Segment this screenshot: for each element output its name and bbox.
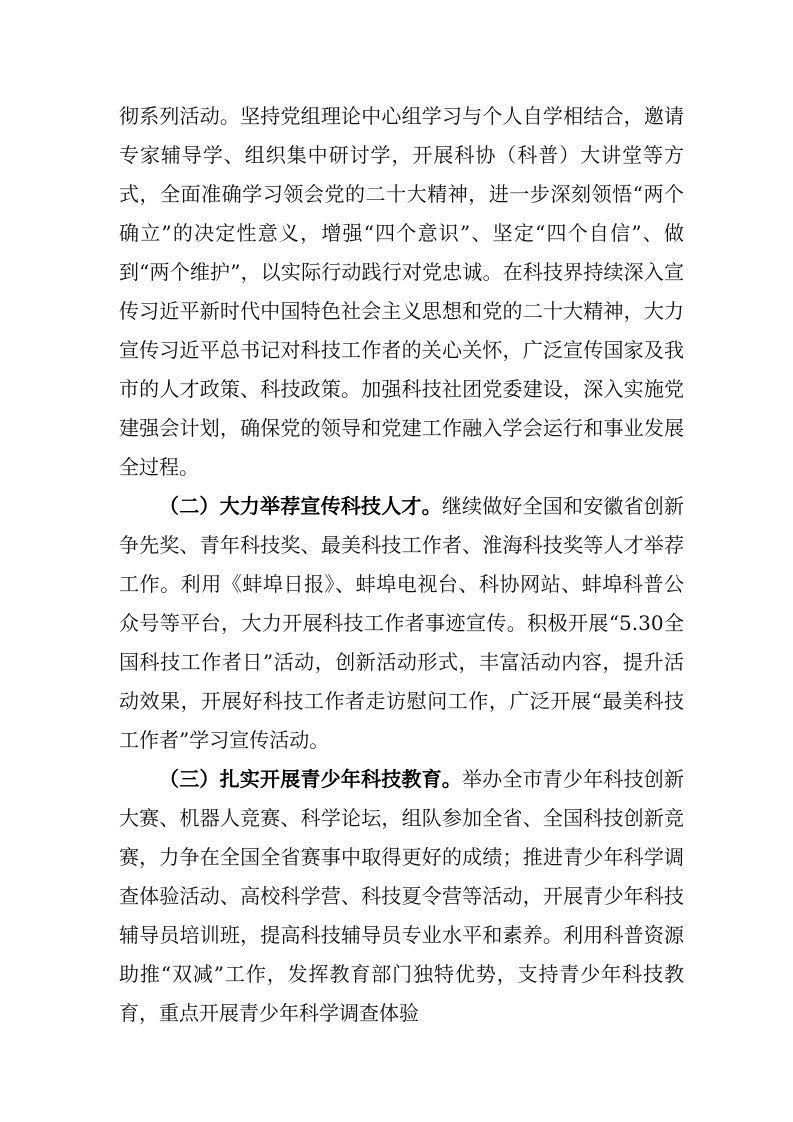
section-3-body: 举办全市青少年科技创新大赛、机器人竞赛、科学论坛，组队参加全省、全国科技创新竞赛，力争在全国全省赛事中取得更好的成绩；推进青少年科学调查体验活动、高校科学营、科技夏令营等活动，开展青少年科技辅导员培训班，提高科技辅导员专业水平和素养。利用科普资源助推“双减”工作，发挥教育部门独特优势，支持青少年科技教育，重点开展青少年科学调查体验 <box>119 767 684 1025</box>
paragraph-section-2 <box>119 487 684 760</box>
paragraph-section-3 <box>119 760 684 1033</box>
document-body <box>119 97 684 1033</box>
section-3-heading: （三）扎实开展青少年科技教育。 <box>159 767 462 791</box>
section-2-body: 继续做好全国和安徽省创新争先奖、青年科技奖、最美科技工作者、淮海科技奖等人才举荐工作。利用《蚌埠日报》、蚌埠电视台、科协网站、蚌埠科普公众号等平台，大力开展科技工作者事迹宣传。积极开展“5.30全国科技工作者日”活动，创新活动形式，丰富活动内容，提升活动效果，开展好科技工作者走访慰问工作，广泛开展“最美科技工作者”学习宣传活动。 <box>119 494 685 752</box>
paragraph-continuation: 彻系列活动。坚持党组理论中心组学习与个人自学相结合，邀请专家辅导学、组织集中研讨学，开展科协（科普）大讲堂等方式，全面准确学习领会党的二十大精神，进一步深刻领悟“两个确立”的决定性意义，增强“四个意识”、坚定“四个自信”、做到“两个维护”，以实际行动践行对党忠诚。在科技界持续深入宣传习近平新时代中国特色社会主义思想和党的二十大精神，大力宣传习近平总书记对科技工作者的关心关怀，广泛宣传国家及我市的人才政策、科技政策。加强科技社团党委建设，深入实施党建强会计划，确保党的领导和党建工作融入学会运行和事业发展全过程。 <box>119 104 684 479</box>
section-2-heading: （二）大力举荐宣传科技人才。 <box>159 494 442 518</box>
